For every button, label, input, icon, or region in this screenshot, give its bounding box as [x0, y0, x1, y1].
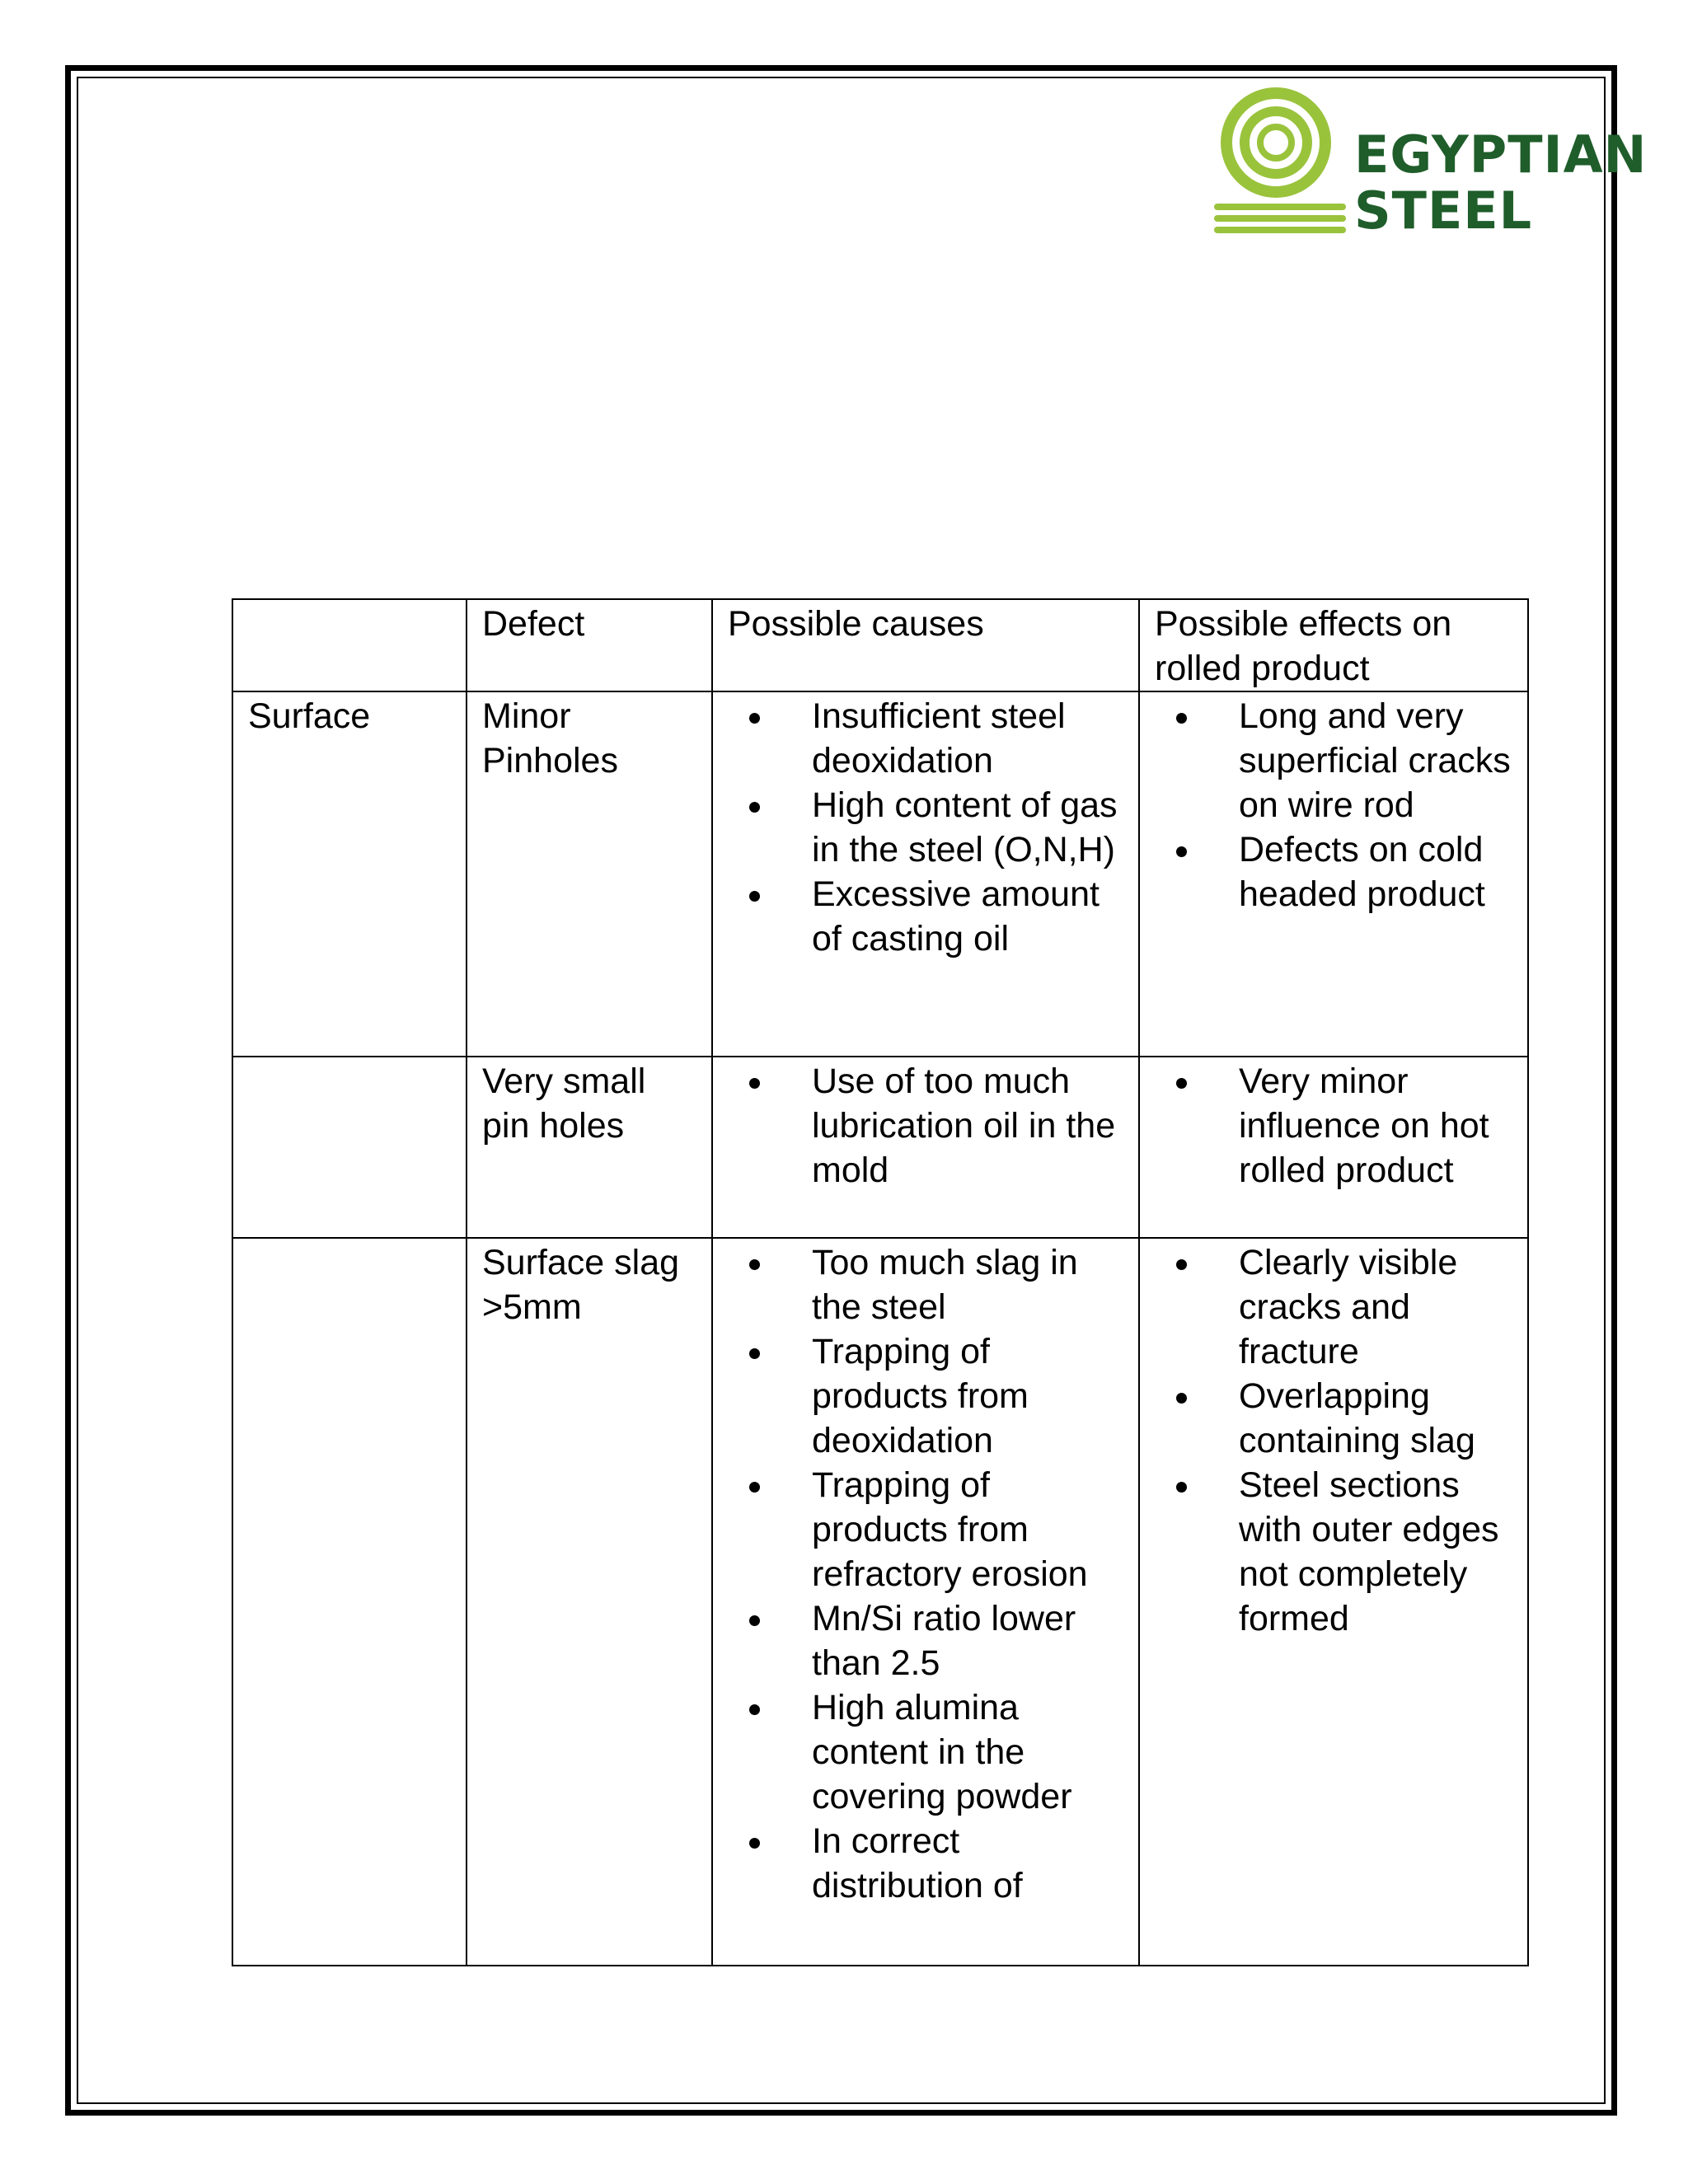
table-row	[232, 1057, 1528, 1238]
effects-cell	[1139, 1238, 1528, 1966]
egyptian-steel-logo	[1212, 87, 1648, 241]
header-cell-defect: Defect	[467, 599, 712, 691]
category-cell: Surface	[232, 691, 467, 1057]
category-cell	[232, 1238, 467, 1966]
logo-text-line2: STEEL	[1354, 180, 1533, 241]
list-item: Mn/Si ratio lower than 2.5	[812, 1596, 1123, 1685]
list-item: Long and very superficial cracks on wire rod	[1239, 694, 1512, 827]
logo-text-line1: EGYPTIAN	[1354, 124, 1648, 185]
defect-cell: Minor Pinholes	[467, 691, 712, 1057]
list-item: High alumina content in the covering powder	[812, 1685, 1123, 1819]
category-cell	[232, 1057, 467, 1238]
effects-list	[1155, 694, 1512, 916]
list-item: Very minor influence on hot rolled product	[1239, 1059, 1512, 1193]
list-item: Excessive amount of casting oil	[812, 872, 1123, 961]
defect-cell: Surface slag >5mm	[467, 1238, 712, 1966]
header-cell-category	[232, 599, 467, 691]
effects-cell	[1139, 1057, 1528, 1238]
effects-cell	[1139, 691, 1528, 1057]
table-row	[232, 691, 1528, 1057]
list-item: Trapping of products from deoxidation	[812, 1329, 1123, 1463]
causes-cell	[712, 691, 1139, 1057]
list-item: High content of gas in the steel (O,N,H)	[812, 783, 1123, 872]
list-item: Steel sections with outer edges not completely formed	[1239, 1463, 1512, 1641]
list-item: Insufficient steel deoxidation	[812, 694, 1123, 783]
table-row	[232, 1238, 1528, 1966]
list-item: Use of too much lubrication oil in the mold	[812, 1059, 1123, 1193]
causes-list	[728, 1059, 1123, 1193]
header-cell-effects: Possible effects on rolled product	[1139, 599, 1528, 691]
causes-cell	[712, 1238, 1139, 1966]
effects-list	[1155, 1240, 1512, 1641]
list-item: Overlapping containing slag	[1239, 1374, 1512, 1463]
causes-cell	[712, 1057, 1139, 1238]
list-item: In correct distribution of	[812, 1819, 1123, 1908]
causes-list	[728, 1240, 1123, 1908]
list-item: Clearly visible cracks and fracture	[1239, 1240, 1512, 1374]
defect-cell: Very small pin holes	[467, 1057, 712, 1238]
list-item: Trapping of products from refractory erosion	[812, 1463, 1123, 1596]
list-item: Defects on cold headed product	[1239, 827, 1512, 916]
effects-list	[1155, 1059, 1512, 1193]
coil-icon	[1212, 87, 1352, 239]
defects-table	[232, 598, 1529, 1966]
causes-list	[728, 694, 1123, 961]
header-cell-causes: Possible causes	[712, 599, 1139, 691]
table-header-row	[232, 599, 1528, 691]
list-item: Too much slag in the steel	[812, 1240, 1123, 1329]
